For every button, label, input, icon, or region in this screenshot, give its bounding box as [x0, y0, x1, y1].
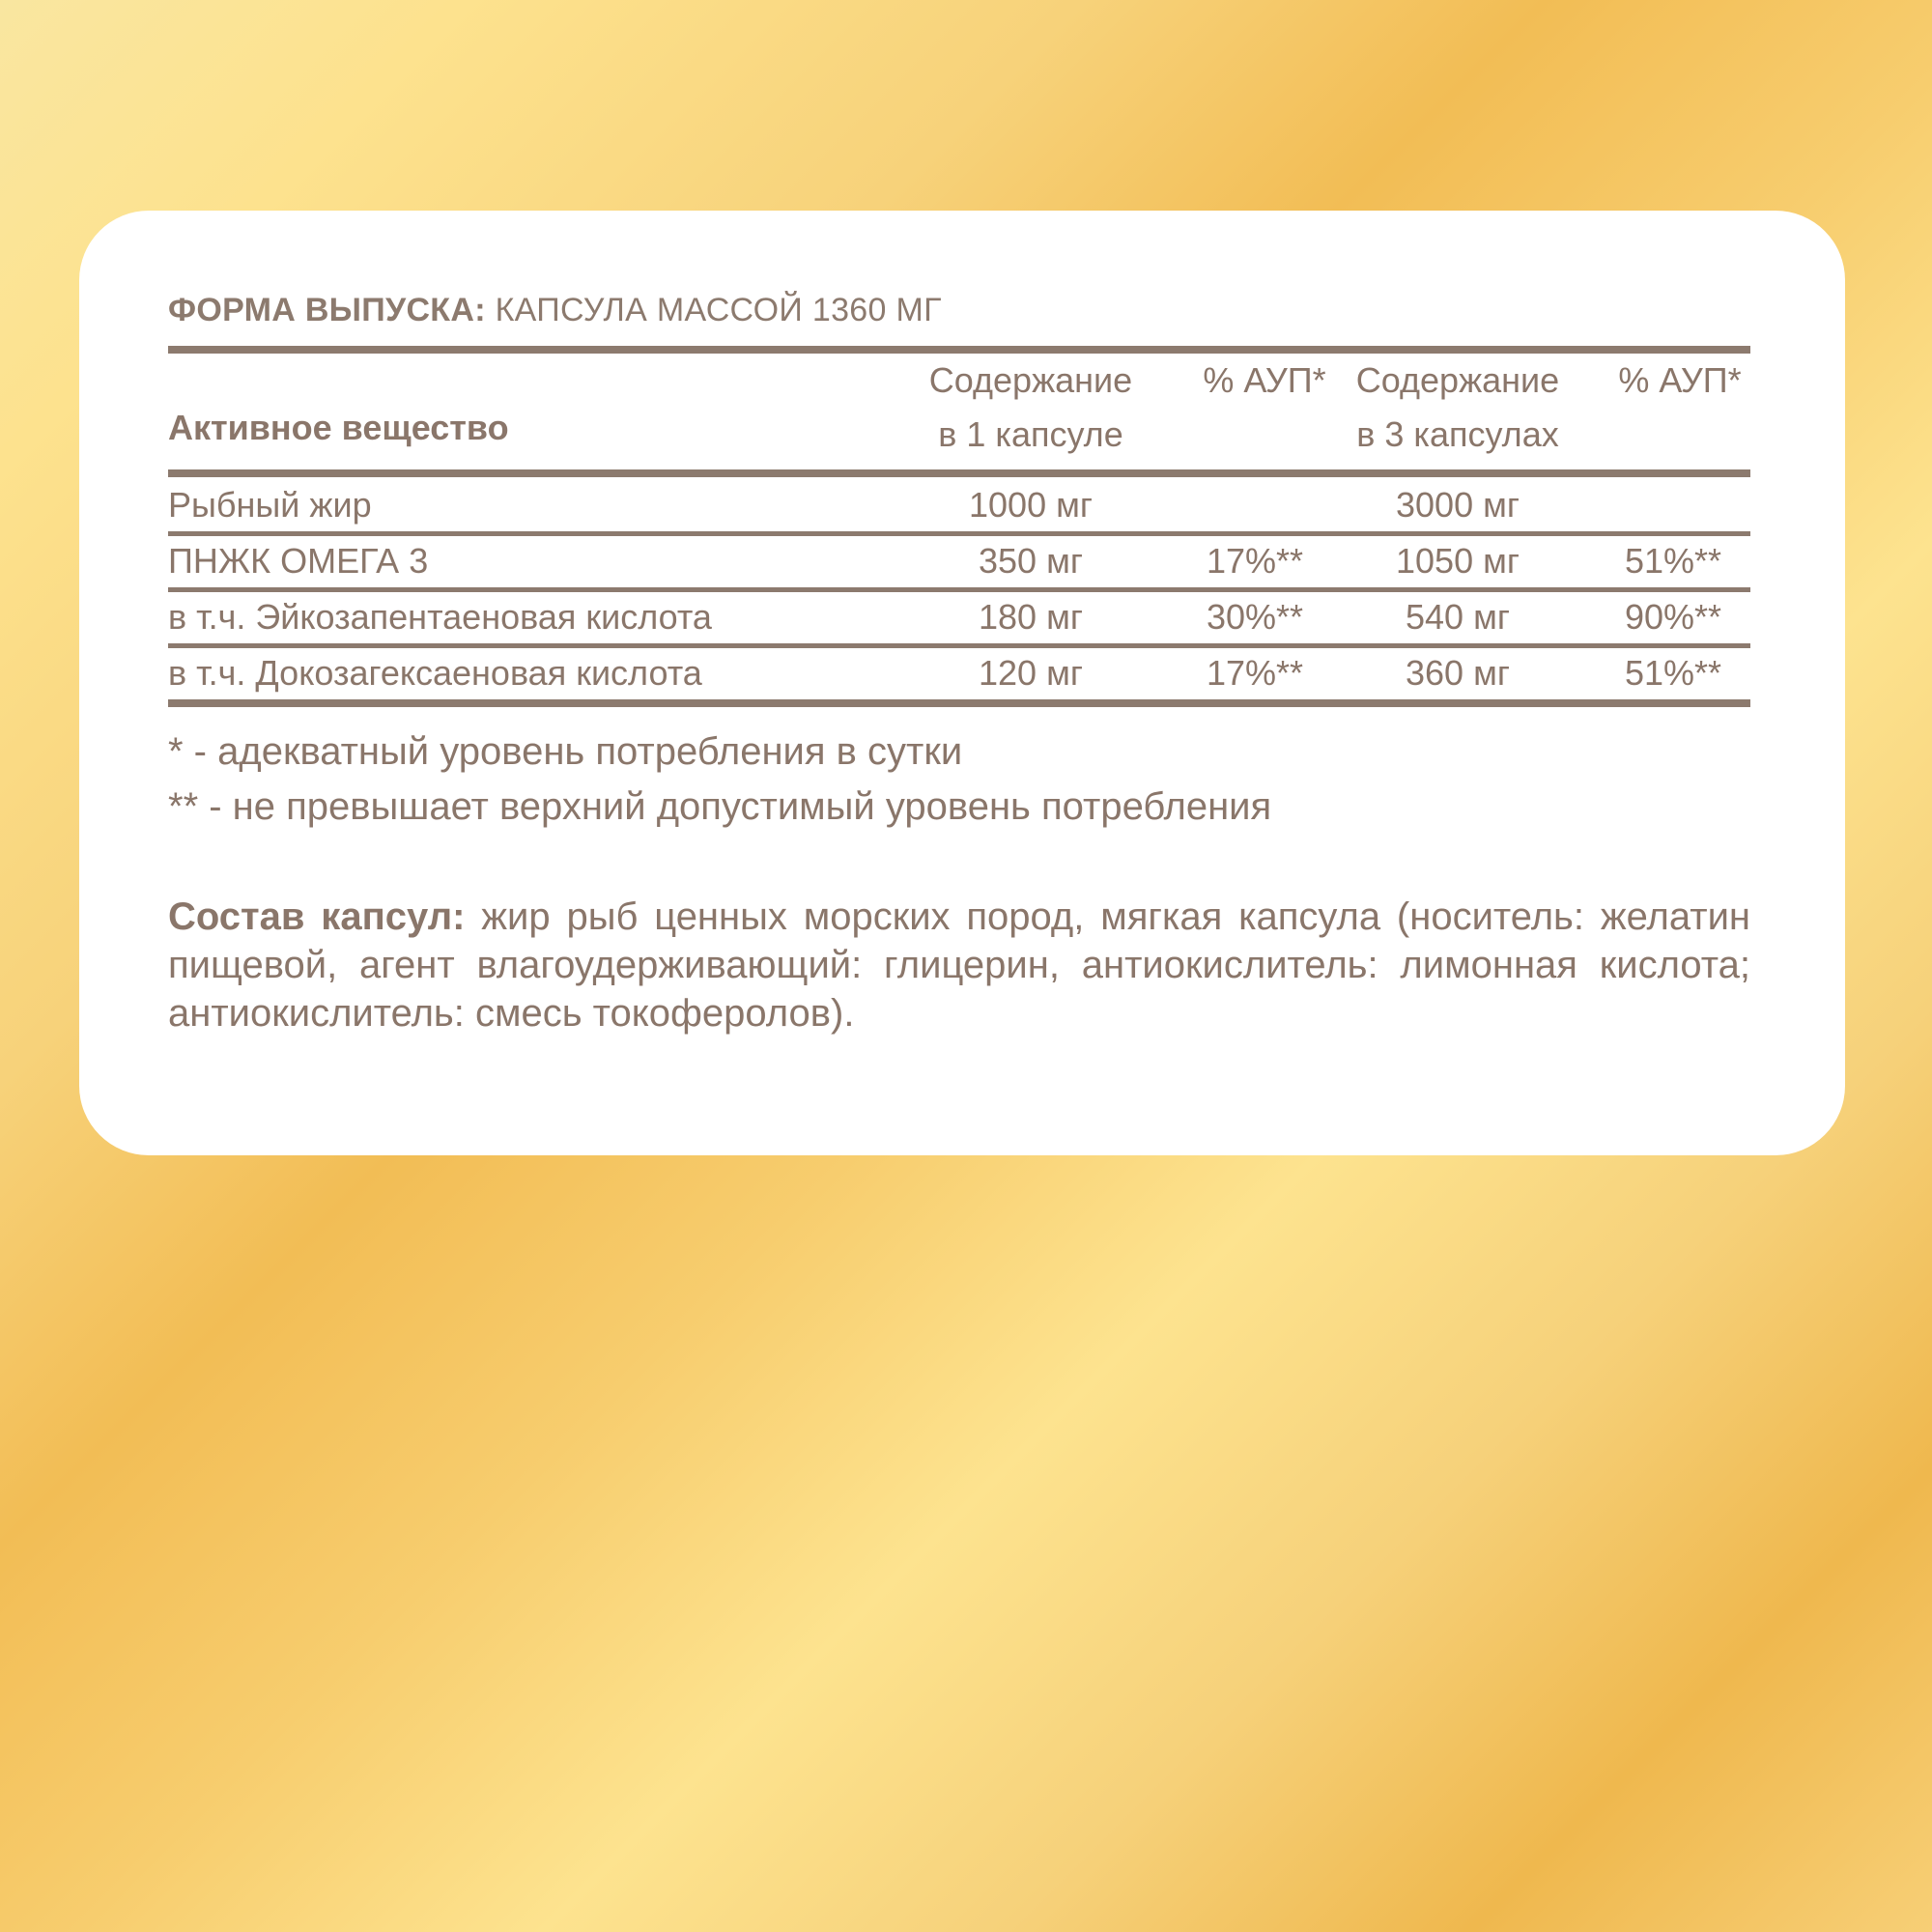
table-cell-aup-3: 51%** [1624, 541, 1722, 581]
table-cell-content-1: 350 мг [979, 541, 1083, 581]
composition-label: Состав капсул: [168, 895, 466, 938]
table-cell-content-1: 180 мг [979, 597, 1083, 637]
header-content-3 [1298, 354, 1617, 462]
table-bottom-rule [168, 699, 1750, 707]
composition-text: жир рыб ценных морских пород, мягкая капсула (носитель: желатин пищевой, агент влагоудерживающий: глицерин, антиокислитель: лимонная кислота; антиокислитель: смесь токоферолов). [168, 895, 1750, 1035]
capsule-composition [168, 893, 1750, 1037]
release-form-value: КАПСУЛА МАССОЙ 1360 МГ [495, 292, 942, 328]
table-row-name: в т.ч. Докозагексаеновая кислота [168, 653, 702, 693]
table-cell-content-1: 120 мг [979, 653, 1083, 693]
release-form [168, 292, 942, 329]
footnote-2: ** - не превышает верхний допустимый уровень потребления [168, 785, 1272, 828]
row-divider [168, 643, 1750, 648]
header-content-3-line1: Содержание [1355, 360, 1560, 400]
row-divider [168, 587, 1750, 592]
header-content-1 [871, 354, 1190, 462]
release-form-label: ФОРМА ВЫПУСКА: [168, 292, 486, 328]
table-cell-content-1: 1000 мг [969, 485, 1093, 525]
table-cell-aup-3: 51%** [1624, 653, 1722, 693]
header-substance: Активное вещество [168, 408, 509, 447]
table-cell-aup-3: 90%** [1624, 597, 1722, 637]
table-cell-content-3: 1050 мг [1396, 541, 1520, 581]
header-bottom-rule [168, 469, 1750, 477]
table-row-name: ПНЖК ОМЕГА 3 [168, 541, 429, 581]
table-cell-aup-1: 17%** [1206, 541, 1304, 581]
table-top-rule [168, 346, 1750, 354]
table-cell-content-3: 540 мг [1406, 597, 1510, 637]
header-content-3-line2: в 3 капсулах [1356, 414, 1559, 454]
header-aup-3: % АУП* [1618, 360, 1742, 400]
row-divider [168, 531, 1750, 536]
table-row-name: Рыбный жир [168, 485, 372, 525]
table-row-name: в т.ч. Эйкозапентаеновая кислота [168, 597, 712, 637]
header-aup-1: % АУП* [1203, 360, 1326, 400]
table-cell-content-3: 3000 мг [1396, 485, 1520, 525]
table-cell-aup-1: 17%** [1206, 653, 1304, 693]
table-cell-aup-1: 30%** [1206, 597, 1304, 637]
footnote-1: * - адекватный уровень потребления в сутки [168, 730, 963, 773]
footnotes [168, 724, 1271, 835]
info-card [79, 211, 1845, 1155]
table-cell-content-3: 360 мг [1406, 653, 1510, 693]
header-content-1-line1: Содержание [928, 360, 1133, 400]
header-content-1-line2: в 1 капсуле [938, 414, 1123, 454]
